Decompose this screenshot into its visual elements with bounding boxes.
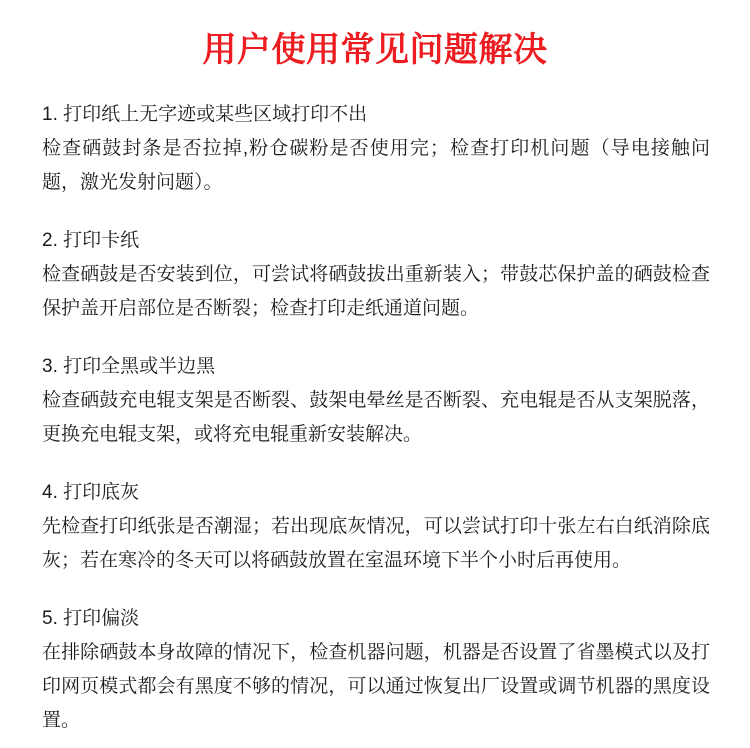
section-gray-background <box>42 476 710 578</box>
section-body: 检查硒鼓充电辊支架是否断裂、鼓架电晕丝是否断裂、充电辊是否从支架脱落，更换充电辊支架，或将充电辊重新安装解决。 <box>42 390 710 445</box>
section-light-print <box>42 602 710 738</box>
section-heading: 3. 打印全黑或半边黑 <box>42 356 216 377</box>
section-print-blank-areas <box>42 98 710 200</box>
document-content <box>0 98 750 738</box>
section-heading: 4. 打印底灰 <box>42 482 140 503</box>
section-paper-jam <box>42 224 710 326</box>
section-body: 先检查打印纸张是否潮湿；若出现底灰情况，可以尝试打印十张左右白纸消除底灰；若在寒冷的冬天可以将硒鼓放置在室温环境下半个小时后再使用。 <box>42 516 710 571</box>
section-heading: 5. 打印偏淡 <box>42 608 140 629</box>
section-all-black-print <box>42 350 710 452</box>
section-heading: 2. 打印卡纸 <box>42 230 140 251</box>
section-body: 在排除硒鼓本身故障的情况下，检查机器问题，机器是否设置了省墨模式以及打印网页模式都会有黑度不够的情况，可以通过恢复出厂设置或调节机器的黑度设置。 <box>42 642 710 731</box>
page-title: 用户使用常见问题解决 <box>202 31 548 69</box>
section-heading: 1. 打印纸上无字迹或某些区域打印不出 <box>42 104 368 125</box>
section-body: 检查硒鼓封条是否拉掉,粉仓碳粉是否使用完；检查打印机问题（导电接触问题，激光发射问题）。 <box>42 138 710 193</box>
section-body: 检查硒鼓是否安装到位，可尝试将硒鼓拔出重新装入；带鼓芯保护盖的硒鼓检查保护盖开启部位是否断裂；检查打印走纸通道问题。 <box>42 264 710 319</box>
